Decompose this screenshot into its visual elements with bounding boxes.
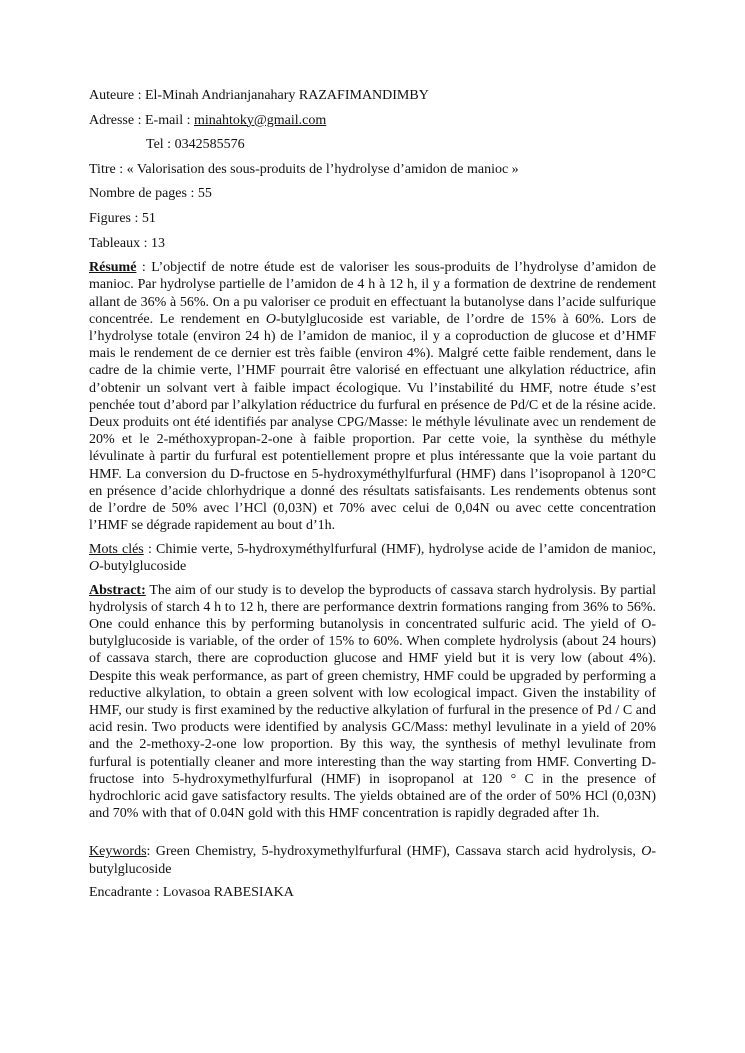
mots-cles-text-part2: -butylglucoside	[99, 559, 187, 574]
address-label: Adresse : E-mail :	[89, 112, 191, 128]
figures-count-line: Figures : 51	[89, 210, 156, 226]
keywords-heading: Keywords	[89, 844, 147, 860]
keywords-text-part2: -butylglucoside	[89, 844, 656, 877]
author-name: El-Minah Andrianjanahary RAZAFIMANDIMBY	[144, 88, 429, 103]
mots-cles-paragraph	[89, 541, 656, 575]
abstract-paragraph	[89, 582, 656, 823]
mots-cles-heading: Mots clés	[89, 541, 144, 557]
resume-italic-o: O	[265, 311, 277, 327]
keywords-paragraph	[89, 843, 656, 877]
abstract-text: The aim of our study is to develop the byproducts of cassava starch hydrolysis. By partial hydrolysis of starch 4 h to 12 h, there are performance dextrin formations ranging from 36% to 56%. One could enhance this by performing butanolysis in concentrated sulfuric acid. The yield of O-butylglucoside is variable, of the order of 15% to 60%. When complete hydrolysis (about 24 hours) of cassava starch, there are coproduction glucose and HMF yield but it is very low (about 4%). Despite this weak performance, as part of green chemistry, HMF could be upgraded by performing a reductive alkylation, to obtain a green solvent with low ecological impact. Given the instability of HMF, our study is first examined by the reductive alkylation of furfural in the presence of Pd / C and acid resin. Two products were identified by analysis GC/Mass: methyl levulinate in a yield of 20% and the 2-methoxy-2-one low proportion. By this way, the synthesis of methyl levulinate from furfural is potentially cleaner and more interesting than the way starting from HMF. Converting D-fructose into 5-hydroxymethylfurfural (HMF) in isopropanol at 120 ° C in the presence of hydrochloric acid gave satisfactory results. The yields obtained are of the order of 50% HCl (0,03N) and 70% with that of 0.04N gold with this HMF concentration is rapidly degraded after 1h.	[89, 582, 656, 822]
author-line	[89, 87, 656, 105]
resume-text-part1: : L’objectif de notre étude est de valoriser les sous-produits de l’hydrolyse d’amidon de manioc. Par hydrolyse partielle de l’amidon de 4 h à 12 h, il y a formation de dextrine de rendement allant de 36% à 56%. On a pu valoriser ce produit en effectuant la butanolyse dans l’acide sulfurique concentrée. Le rendement en	[89, 260, 656, 327]
tables-count-line: Tableaux : 13	[89, 235, 165, 251]
pages-count-line: Nombre de pages : 55	[89, 186, 212, 202]
abstract-heading: Abstract:	[89, 582, 146, 598]
title-line: Titre : « Valorisation des sous-produits de l’hydrolyse d’amidon de manioc »	[89, 161, 519, 177]
email-link[interactable]: minahtoky@gmail.com	[193, 112, 327, 128]
tel-line: Tel : 0342585576	[146, 137, 245, 153]
mots-cles-italic-o: O	[89, 559, 100, 574]
keywords-italic-o: O	[641, 844, 652, 860]
author-label: Auteure :	[89, 88, 142, 103]
resume-heading: Résumé	[89, 260, 137, 276]
mots-cles-text-part1: : Chimie verte, 5-hydroxyméthylfurfural (HMF), hydrolyse acide de l’amidon de manioc,	[143, 541, 656, 557]
keywords-text-part1: : Green Chemistry, 5-hydroxymethylfurfural (HMF), Cassava starch acid hydrolysis,	[146, 844, 642, 860]
supervisor-line: Encadrante : Lovasoa RABESIAKA	[89, 885, 294, 901]
resume-text-part2: -butylglucoside est variable, de l’ordre de 15% à 60%. Lors de l’hydrolyse totale (environ 24 h) de l’amidon de manioc, il y a coproduction de glucose et d’HMF mais le rendement de ce dernier est très faible (environ 4%). Malgré cette faible rendement, dans le cadre de la chimie verte, l’HMF pourrait être valorisé en effectuant une alkylation réductrice, afin d’obtenir un solvant vert à faible impact écologique. Vu l’instabilité du HMF, notre étude s’est penchée tout d’abord par l’alkylation réductrice du furfural en présence de Pd/C et de la résine acide. Deux produits ont été identifiés par analyse CPG/Masse: le méthyle lévulinate avec un rendement de 20% et le 2-méthoxypropan-2-one à faible proportion. Par cette voie, la synthèse du méthyle lévulinate à partir du furfural est potentiellement propre et plus intéressante que la voie partant du HMF. La conversion du D-fructose en 5-hydroxyméthylfurfural (HMF) dans l’isopropanol à 120°C en présence d’acide chlorhydrique a donné des résultats satisfaisants. Les rendements obtenus sont de l’ordre de 50% avec l’HCl (0,03N) et 70% avec celui de 0,04N ou avec cette concentration l’HMF se dégrade rapidement au bout d’1h.	[89, 311, 656, 534]
resume-paragraph	[89, 259, 656, 534]
address-line	[89, 112, 656, 130]
